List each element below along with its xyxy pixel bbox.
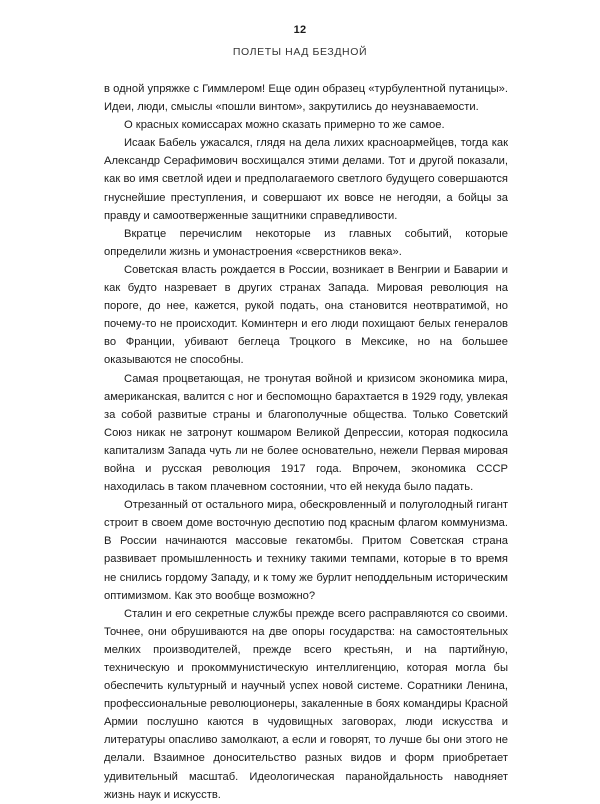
page-number: 12 <box>293 24 307 36</box>
running-title: ПОЛЕТЫ НАД БЕЗДНОЙ <box>232 46 368 58</box>
paragraph-5: Советская власть рождается в России, возникает в Венгрии и Баварии и как будто назревает в других странах Запада. Мировая революция на пороге, до нее, кажется, рукой подать, она становится неотвратимой, но почему-то не происходит. Коминтерн и его люди похищают белых генералов во Франции, убивают беглеца Троцкого в Мексике, но на большее оказываются не способны. <box>104 263 508 367</box>
paragraph-4: Вкратце перечислим некоторые из главных событий, которые определили жизнь и умонастроения «сверстников века». <box>104 227 508 258</box>
paragraph-6: Самая процветающая, не тронутая войной и кризисом экономика мира, американская, валится с ног и беспомощно барахтается в 1929 году, увлекая за собой развитые страны и благополучные общества. Только Советский Союз никак не затронут кошмаром Великой Депрессии, которая подкосила капитализм Запада чуть ли не более основательно, нежели Первая мировая война и русская революция 1917 года. Впрочем, экономика СССР находилась в таком плачевном состоянии, что ей некуда было падать. <box>104 372 508 494</box>
paragraph-7: Отрезанный от остального мира, обескровленный и полуголодный гигант строит в своем доме восточную деспотию под красным флагом коммунизма. В России начинаются массовые гекатомбы. Притом Советская страна развивает промышленность и технику такими темпами, которые в то время не снились гордому Западу, и к тому же бурлит неподдельным историческим оптимизмом. Как это вообще возможно? <box>104 499 508 602</box>
paragraph-8: Сталин и его секретные службы прежде всего расправляются со своими. Точнее, они обрушиваются на две опоры государства: на самостоятельных мелких производителей, прежде всего крестьян, и на партийную, техническую и прокоммунистическую интеллигенцию, которая могла бы обеспечить культурный и научный успех новой системе. Соратники Ленина, профессиональные революционеры, закаленные в боях командиры Красной Армии послушно каются в чудовищных заговорах, люди искусства и литературы опасливо замолкают, а если и говорят, то лучше бы они этого не делали. Взаимное доносительство разных видов и форм приобретает удивительный масштаб. Идеологическая паранойдальность наводняет жизнь наук и искусств. <box>104 607 508 801</box>
paragraph-3: Исаак Бабель ужасался, глядя на дела лихих красноармейцев, тогда как Александр Серафимович восхищался этими делами. Тот и другой показали, как во имя светлой идеи и предполагаемого светлого будущего совершаются гнуснейшие преступления, и совершают их вовсе не негодяи, а бойцы за правду и самоотверженные защитники справедливости. <box>104 137 508 222</box>
paragraph-1: в одной упряжке с Гиммлером! Еще один образец «турбулентной путаницы». Идеи, люди, смыслы «пошли винтом», закрутились до неузнаваемости. <box>104 83 508 114</box>
body-text <box>104 80 508 804</box>
paragraph-2: О красных комиссарах можно сказать примерно то же самое. <box>124 119 445 132</box>
